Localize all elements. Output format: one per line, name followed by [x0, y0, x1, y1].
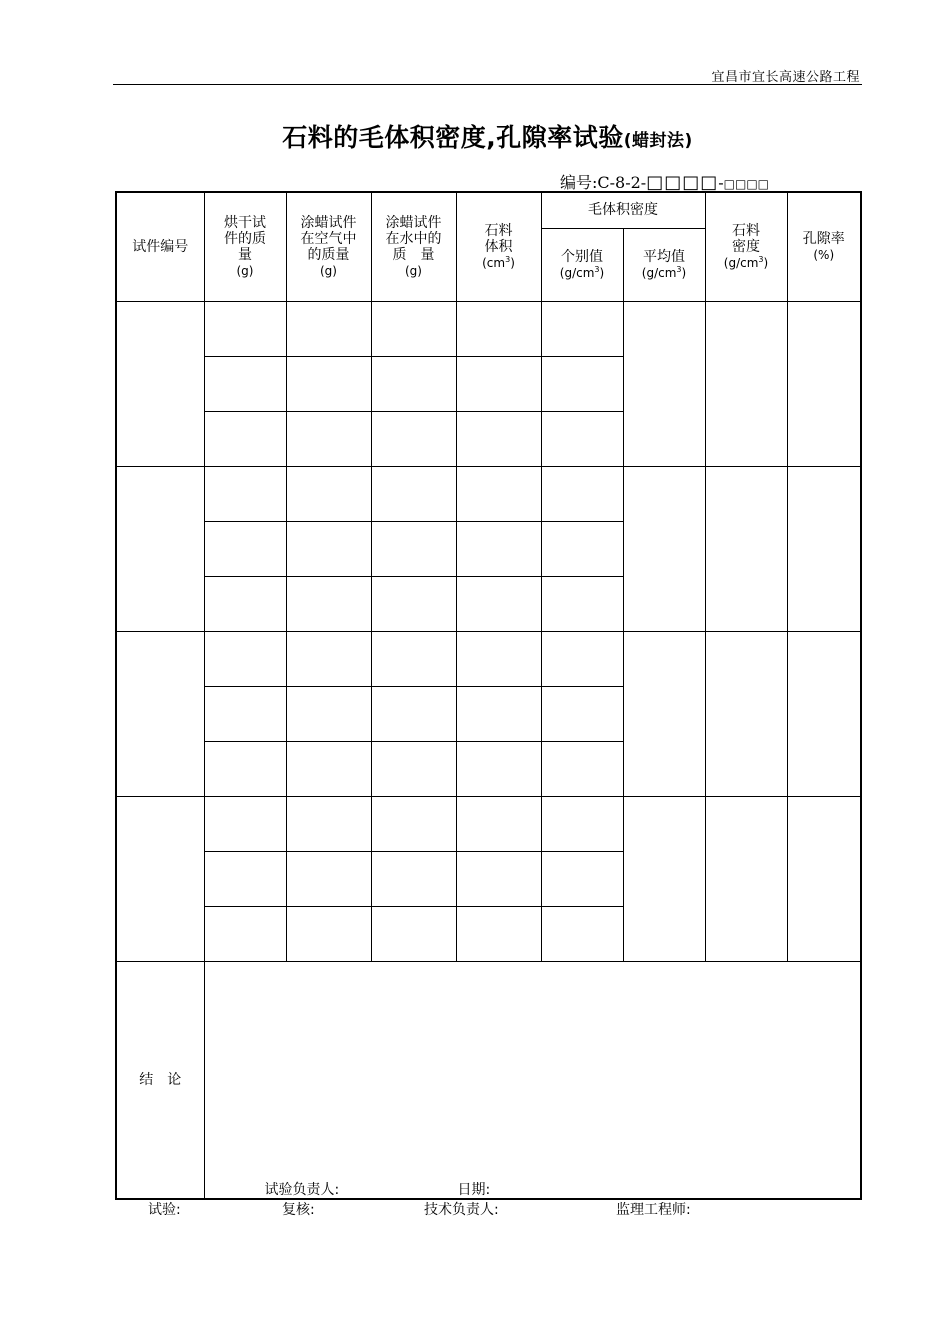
- supervisor-label: 监理工程师:: [616, 1202, 691, 1218]
- wax-water-mass-cell[interactable]: [371, 301, 456, 356]
- specimen-no-cell[interactable]: [116, 796, 204, 961]
- header-divider: [113, 84, 862, 85]
- code-label: 编号:C-8-2-: [560, 173, 647, 192]
- individual-density-cell[interactable]: [541, 411, 623, 466]
- porosity-cell[interactable]: [787, 796, 861, 961]
- wax-water-mass-cell[interactable]: [371, 576, 456, 631]
- stone-volume-cell[interactable]: [456, 741, 541, 796]
- dry-mass-cell[interactable]: [204, 631, 286, 686]
- code-boxes: □□□□: [646, 172, 719, 193]
- stone-density-cell[interactable]: [705, 301, 787, 466]
- title-main: 石料的毛体积密度,孔隙率试验: [282, 123, 624, 152]
- header-average-value: 平均值 $(g/cm^3)$: [623, 228, 705, 301]
- stone-volume-cell[interactable]: [456, 851, 541, 906]
- page-title: [113, 118, 862, 154]
- signature-footer: [0, 1199, 950, 1219]
- wax-air-mass-cell[interactable]: [286, 576, 371, 631]
- specimen-no-cell[interactable]: [116, 466, 204, 631]
- porosity-cell[interactable]: [787, 631, 861, 796]
- conclusion-sign-row: [265, 1182, 491, 1198]
- wax-air-mass-cell[interactable]: [286, 631, 371, 686]
- tech-lead-label: 技术负责人:: [424, 1202, 499, 1218]
- stone-volume-cell[interactable]: [456, 301, 541, 356]
- individual-density-cell[interactable]: [541, 851, 623, 906]
- stone-density-cell[interactable]: [705, 796, 787, 961]
- test-record-table: [115, 191, 862, 1200]
- tester-label: 试验:: [148, 1202, 181, 1218]
- table-row: [116, 466, 861, 521]
- porosity-cell[interactable]: [787, 466, 861, 631]
- average-density-cell[interactable]: [623, 301, 705, 466]
- dry-mass-cell[interactable]: [204, 686, 286, 741]
- wax-water-mass-cell[interactable]: [371, 686, 456, 741]
- form-code: [560, 170, 850, 193]
- project-name: 宜昌市宜长高速公路工程: [711, 70, 860, 85]
- dry-mass-cell[interactable]: [204, 741, 286, 796]
- dry-mass-cell[interactable]: [204, 796, 286, 851]
- dry-mass-cell[interactable]: [204, 906, 286, 961]
- stone-density-cell[interactable]: [705, 466, 787, 631]
- individual-density-cell[interactable]: [541, 356, 623, 411]
- dry-mass-cell[interactable]: [204, 466, 286, 521]
- stone-volume-cell[interactable]: [456, 411, 541, 466]
- dry-mass-cell[interactable]: [204, 576, 286, 631]
- stone-volume-cell[interactable]: [456, 356, 541, 411]
- stone-volume-cell[interactable]: [456, 796, 541, 851]
- header-stone-volume: 石料 体积 $(cm^3)$: [456, 192, 541, 301]
- code-small-boxes: □□□□: [723, 177, 770, 191]
- title-sub: (蜡封法): [623, 131, 693, 151]
- dry-mass-cell[interactable]: [204, 851, 286, 906]
- individual-density-cell[interactable]: [541, 576, 623, 631]
- header-wax-air-mass: 涂蜡试件 在空气中 的质量 (g): [286, 192, 371, 301]
- individual-density-cell[interactable]: [541, 686, 623, 741]
- stone-volume-cell[interactable]: [456, 521, 541, 576]
- specimen-no-cell[interactable]: [116, 301, 204, 466]
- header-individual-value: 个别值 $(g/cm^3)$: [541, 228, 623, 301]
- wax-water-mass-cell[interactable]: [371, 631, 456, 686]
- wax-air-mass-cell[interactable]: [286, 741, 371, 796]
- individual-density-cell[interactable]: [541, 631, 623, 686]
- stone-volume-cell[interactable]: [456, 906, 541, 961]
- wax-air-mass-cell[interactable]: [286, 301, 371, 356]
- wax-water-mass-cell[interactable]: [371, 411, 456, 466]
- wax-air-mass-cell[interactable]: [286, 851, 371, 906]
- wax-water-mass-cell[interactable]: [371, 906, 456, 961]
- wax-water-mass-cell[interactable]: [371, 356, 456, 411]
- wax-water-mass-cell[interactable]: [371, 741, 456, 796]
- conclusion-field[interactable]: [204, 961, 861, 1199]
- wax-water-mass-cell[interactable]: [371, 521, 456, 576]
- wax-air-mass-cell[interactable]: [286, 411, 371, 466]
- wax-water-mass-cell[interactable]: [371, 796, 456, 851]
- header-bulk-density: 毛体积密度: [541, 192, 705, 228]
- stone-volume-cell[interactable]: [456, 686, 541, 741]
- reviewer-label: 复核:: [282, 1202, 315, 1218]
- stone-volume-cell[interactable]: [456, 576, 541, 631]
- dry-mass-cell[interactable]: [204, 356, 286, 411]
- wax-air-mass-cell[interactable]: [286, 686, 371, 741]
- table-row: [116, 796, 861, 851]
- average-density-cell[interactable]: [623, 631, 705, 796]
- dry-mass-cell[interactable]: [204, 411, 286, 466]
- dry-mass-cell[interactable]: [204, 301, 286, 356]
- porosity-cell[interactable]: [787, 301, 861, 466]
- wax-water-mass-cell[interactable]: [371, 466, 456, 521]
- conclusion-label: 结 论: [116, 961, 204, 1199]
- specimen-no-cell[interactable]: [116, 631, 204, 796]
- individual-density-cell[interactable]: [541, 906, 623, 961]
- table-row: [116, 301, 861, 356]
- individual-density-cell[interactable]: [541, 521, 623, 576]
- average-density-cell[interactable]: [623, 466, 705, 631]
- header-porosity: 孔隙率 (%): [787, 192, 861, 301]
- individual-density-cell[interactable]: [541, 301, 623, 356]
- header-wax-water-mass: 涂蜡试件 在水中的 质 量 (g): [371, 192, 456, 301]
- stone-volume-cell[interactable]: [456, 631, 541, 686]
- code-dash: -: [718, 173, 724, 192]
- wax-air-mass-cell[interactable]: [286, 906, 371, 961]
- header-dry-mass: 烘干试 件的质 量 (g): [204, 192, 286, 301]
- wax-water-mass-cell[interactable]: [371, 851, 456, 906]
- date-label: 日期:: [457, 1182, 491, 1198]
- wax-air-mass-cell[interactable]: [286, 356, 371, 411]
- average-density-cell[interactable]: [623, 796, 705, 961]
- stone-density-cell[interactable]: [705, 631, 787, 796]
- test-lead-label: 试验负责人:: [264, 1182, 340, 1198]
- wax-air-mass-cell[interactable]: [286, 521, 371, 576]
- header-stone-density: 石料 密度 $(g/cm^3)$: [705, 192, 787, 301]
- dry-mass-cell[interactable]: [204, 521, 286, 576]
- wax-air-mass-cell[interactable]: [286, 466, 371, 521]
- individual-density-cell[interactable]: [541, 796, 623, 851]
- individual-density-cell[interactable]: [541, 466, 623, 521]
- stone-volume-cell[interactable]: [456, 466, 541, 521]
- individual-density-cell[interactable]: [541, 741, 623, 796]
- wax-air-mass-cell[interactable]: [286, 796, 371, 851]
- header-specimen-no: 试件编号: [116, 192, 204, 301]
- table-row: [116, 631, 861, 686]
